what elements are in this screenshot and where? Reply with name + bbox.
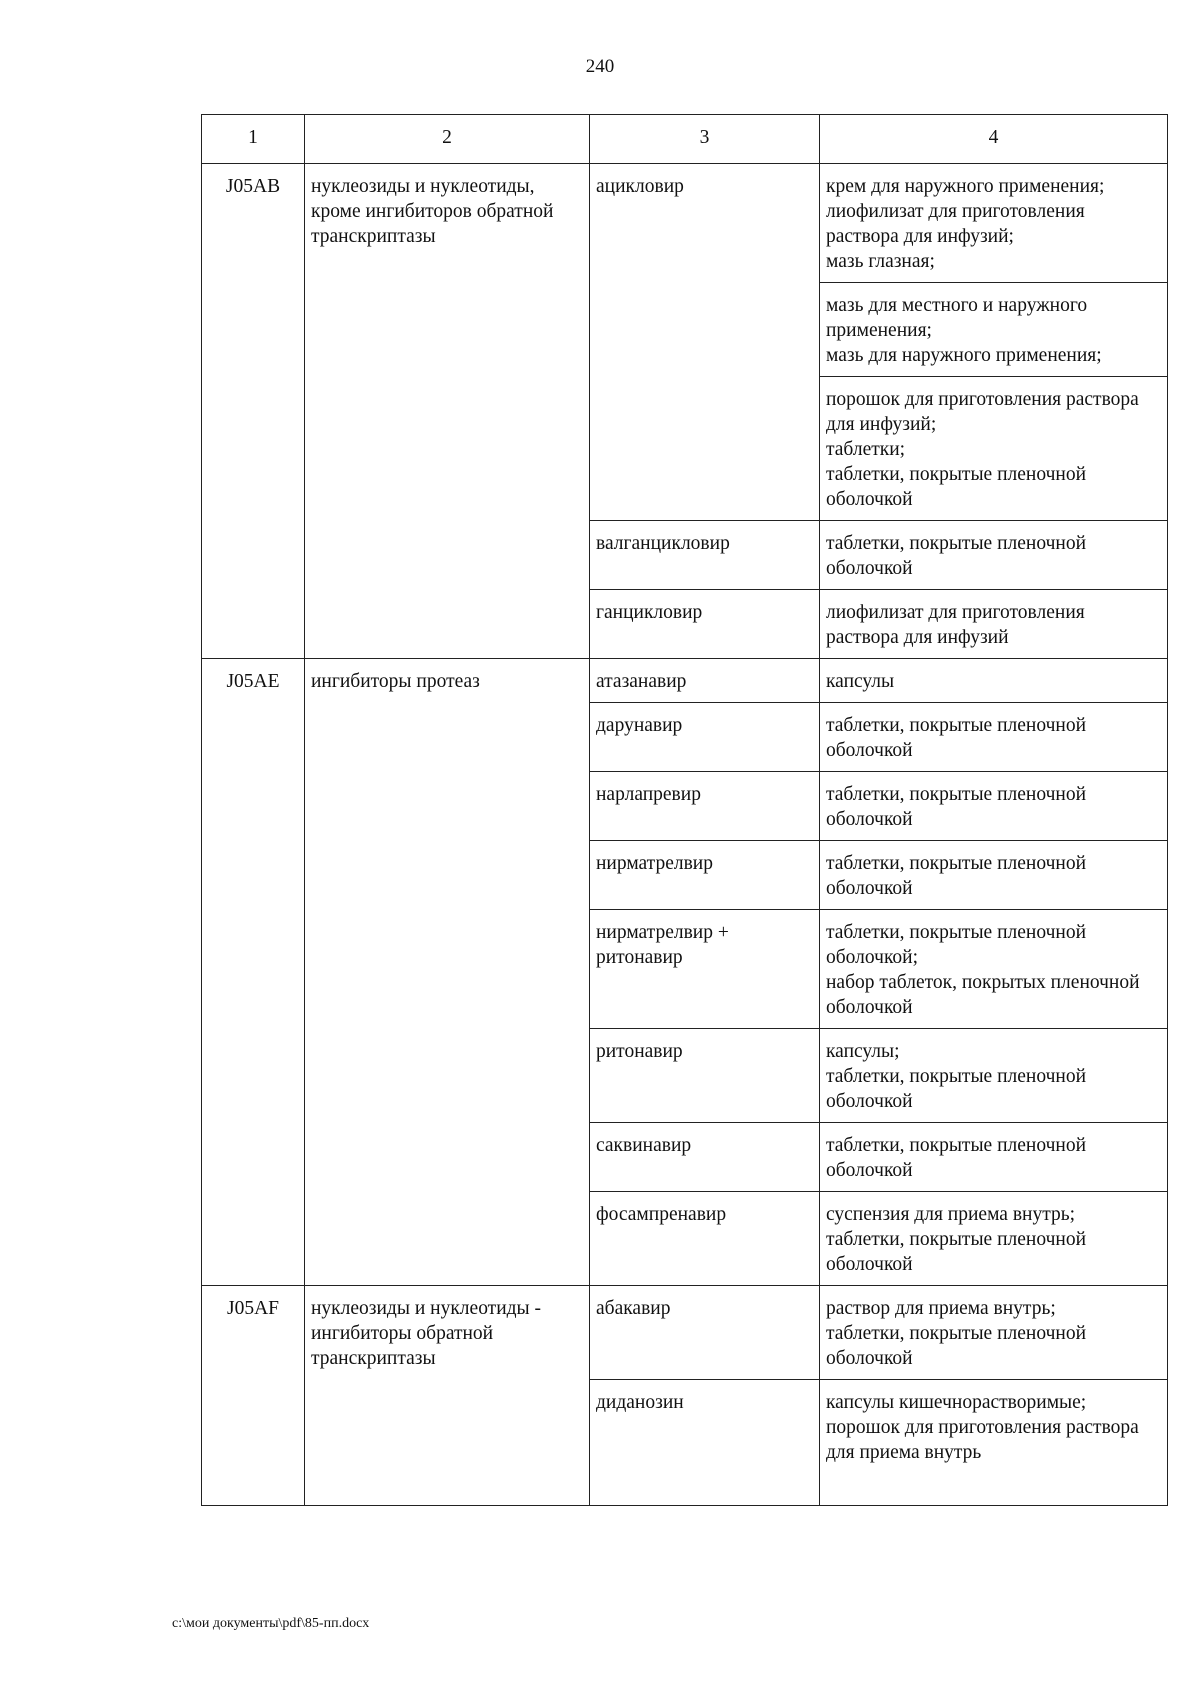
dosage-form-line: таблетки, покрытые пленочной оболочкой — [826, 715, 1087, 761]
dosage-form-line: мазь для местного и наружного применения; — [826, 295, 1088, 341]
atc-code-cell: J05AB — [202, 164, 305, 659]
dosage-form-cell — [820, 1123, 1168, 1192]
table-body — [202, 115, 1168, 1506]
drug-name-cell: нирматрелвир + ритонавир — [590, 910, 820, 1029]
dosage-form-cell — [820, 164, 1168, 283]
dosage-form-line: крем для наружного применения; — [826, 176, 1105, 197]
dosage-form-line: лиофилизат для приготовления раствора для инфузий; — [826, 201, 1085, 247]
dosage-form-line: таблетки, покрытые пленочной оболочкой — [826, 1135, 1087, 1181]
dosage-form-cell — [820, 283, 1168, 377]
dosage-form-cell — [820, 590, 1168, 659]
dosage-form-cell — [820, 659, 1168, 703]
table-row — [202, 164, 1168, 283]
table-header-row — [202, 115, 1168, 164]
dosage-form-cell — [820, 1286, 1168, 1380]
dosage-form-line: капсулы; — [826, 1041, 900, 1062]
dosage-form-line: раствор для приема внутрь; — [826, 1298, 1056, 1319]
dosage-form-cell — [820, 377, 1168, 521]
dosage-form-cell — [820, 1192, 1168, 1286]
drug-table — [201, 114, 1168, 1506]
drug-name-cell: саквинавир — [590, 1123, 820, 1192]
group-name-cell: нуклеозиды и нуклеотиды, кроме ингибиторов обратной транскриптазы — [305, 164, 590, 659]
drug-name-cell: диданозин — [590, 1380, 820, 1506]
dosage-form-line: мазь глазная; — [826, 251, 935, 272]
dosage-form-line: капсулы кишечнорастворимые; — [826, 1392, 1087, 1413]
dosage-form-line: таблетки, покрытые пленочной оболочкой — [826, 1323, 1087, 1369]
dosage-form-cell — [820, 1029, 1168, 1123]
dosage-form-line: таблетки, покрытые пленочной оболочкой; — [826, 922, 1087, 968]
dosage-form-cell — [820, 841, 1168, 910]
dosage-form-line: таблетки, покрытые пленочной оболочкой — [826, 1066, 1087, 1112]
dosage-form-cell — [820, 1380, 1168, 1506]
dosage-form-line: порошок для приготовления раствора для приема внутрь — [826, 1417, 1139, 1463]
drug-name-cell: нарлапревир — [590, 772, 820, 841]
dosage-form-line: таблетки, покрытые пленочной оболочкой — [826, 784, 1087, 830]
group-name-cell: нуклеозиды и нуклеотиды - ингибиторы обратной транскриптазы — [305, 1286, 590, 1506]
drug-name-cell: атазанавир — [590, 659, 820, 703]
group-name-cell: ингибиторы протеаз — [305, 659, 590, 1286]
header-col-2: 2 — [305, 115, 590, 164]
header-col-4: 4 — [820, 115, 1168, 164]
drug-name-cell: валганцикловир — [590, 521, 820, 590]
footer-file-path: c:\мои документы\pdf\85-пп.docx — [172, 1616, 370, 1631]
drug-name-cell: ритонавир — [590, 1029, 820, 1123]
dosage-form-line: таблетки, покрытые пленочной оболочкой — [826, 533, 1087, 579]
atc-code-cell: J05AF — [202, 1286, 305, 1506]
page-number: 240 — [585, 56, 615, 77]
dosage-form-line: таблетки; — [826, 439, 906, 460]
header-col-3: 3 — [590, 115, 820, 164]
dosage-form-line: набор таблеток, покрытых пленочной оболочкой — [826, 972, 1140, 1018]
dosage-form-cell — [820, 910, 1168, 1029]
drug-name-cell: дарунавир — [590, 703, 820, 772]
header-col-1: 1 — [202, 115, 305, 164]
dosage-form-line: капсулы — [826, 671, 895, 692]
dosage-form-cell — [820, 521, 1168, 590]
dosage-form-line: суспензия для приема внутрь; — [826, 1204, 1076, 1225]
drug-name-cell: фосампренавир — [590, 1192, 820, 1286]
dosage-form-line: мазь для наружного применения; — [826, 345, 1102, 366]
drug-name-cell: ганцикловир — [590, 590, 820, 659]
drug-name-cell: нирматрелвир — [590, 841, 820, 910]
dosage-form-line: таблетки, покрытые пленочной оболочкой — [826, 464, 1087, 510]
dosage-form-line: таблетки, покрытые пленочной оболочкой — [826, 1229, 1087, 1275]
atc-code-cell: J05AE — [202, 659, 305, 1286]
dosage-form-line: таблетки, покрытые пленочной оболочкой — [826, 853, 1087, 899]
dosage-form-cell — [820, 703, 1168, 772]
dosage-form-line: лиофилизат для приготовления раствора для инфузий — [826, 602, 1085, 648]
dosage-form-line: порошок для приготовления раствора для инфузий; — [826, 389, 1139, 435]
table-row — [202, 659, 1168, 703]
table-row — [202, 1286, 1168, 1380]
drug-name-cell: абакавир — [590, 1286, 820, 1380]
drug-name-cell: ацикловир — [590, 164, 820, 521]
dosage-form-cell — [820, 772, 1168, 841]
